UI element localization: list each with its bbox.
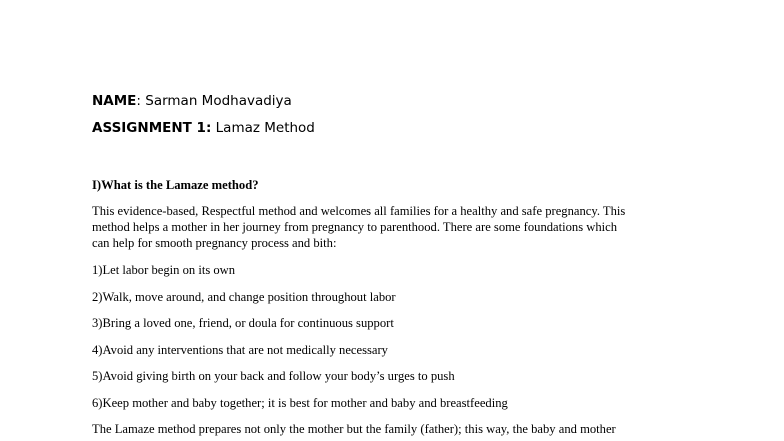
section-heading: I)What is the Lamaze method? bbox=[92, 178, 259, 192]
list-item: 5)Avoid giving birth on your back and follow your body’s urges to push bbox=[92, 369, 455, 383]
assignment-line bbox=[92, 119, 315, 137]
closing-line: The Lamaze method prepares not only the mother but the family (father); this way, the baby and mother bbox=[92, 422, 616, 436]
assignment-label: ASSIGNMENT 1: bbox=[92, 120, 212, 136]
intro-paragraph bbox=[92, 203, 692, 251]
student-name-line bbox=[92, 92, 292, 110]
list-item: 3)Bring a loved one, friend, or doula for continuous support bbox=[92, 316, 394, 330]
assignment-value: Lamaz Method bbox=[211, 120, 315, 136]
list-item: 4)Avoid any interventions that are not medically necessary bbox=[92, 343, 388, 357]
intro-line: method helps a mother in her journey from pregnancy to parenthood. There are some foundations which bbox=[92, 220, 618, 234]
list-item: 6)Keep mother and baby together; it is best for mother and baby and breastfeeding bbox=[92, 396, 508, 410]
list-item: 2)Walk, move around, and change position throughout labor bbox=[92, 290, 396, 304]
name-label: NAME bbox=[92, 93, 137, 109]
list-item: 1)Let labor begin on its own bbox=[92, 263, 236, 277]
name-value: : Sarman Modhavadiya bbox=[136, 93, 292, 109]
intro-line: This evidence-based, Respectful method and welcomes all families for a healthy and safe pregnancy. This bbox=[92, 204, 626, 218]
intro-line: can help for smooth pregnancy process and bith: bbox=[92, 236, 337, 250]
closing-paragraph bbox=[92, 421, 692, 437]
